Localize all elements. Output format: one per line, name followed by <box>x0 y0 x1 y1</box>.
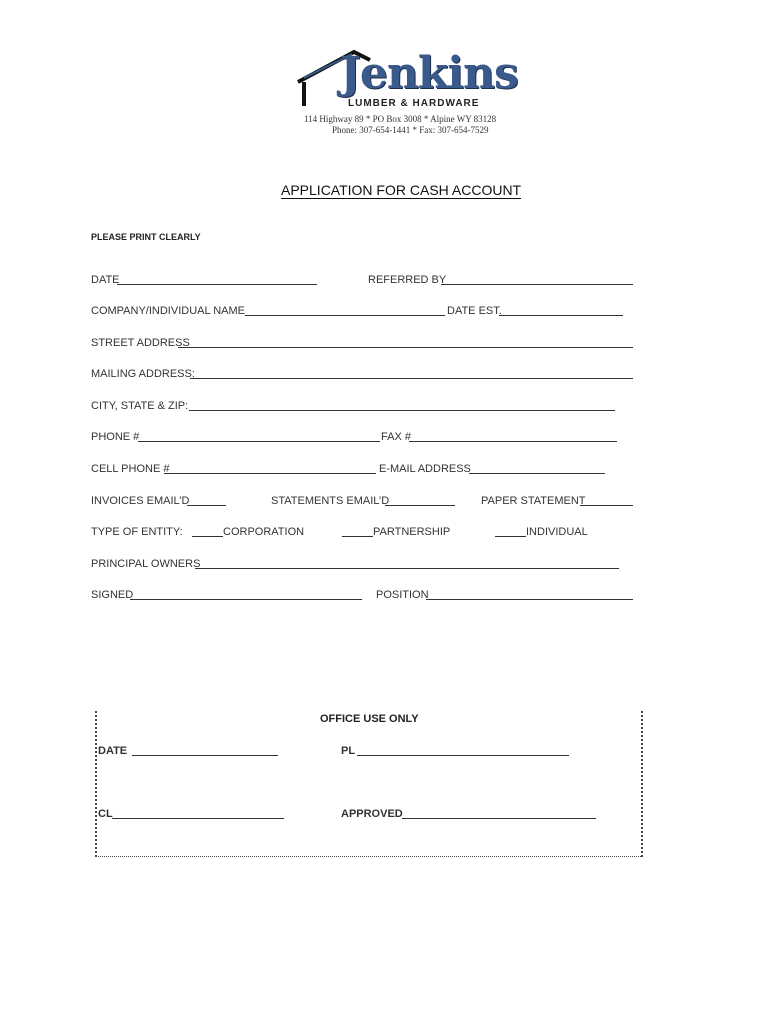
row-signed <box>91 589 636 603</box>
pl-label: PL <box>341 745 356 757</box>
row-phone-fax <box>91 431 636 445</box>
city-state-zip-label: CITY, STATE & ZIP: <box>91 400 189 412</box>
signed-field[interactable] <box>130 589 362 600</box>
company-name-field[interactable] <box>245 305 445 316</box>
fax-label: FAX # <box>381 431 411 443</box>
position-field[interactable] <box>426 589 633 600</box>
phone-label: PHONE # <box>91 431 140 443</box>
cl-label: CL <box>98 808 113 820</box>
invoices-emailed-field[interactable] <box>187 495 226 506</box>
paper-statement-field[interactable] <box>580 495 633 506</box>
cell-phone-label: CELL PHONE # <box>91 463 170 475</box>
individual-label: INDIVIDUAL <box>526 526 588 538</box>
corporation-checkbox[interactable] <box>192 526 223 537</box>
principal-owners-label: PRINCIPAL OWNERS <box>91 558 201 570</box>
row-office-date-pl <box>98 745 633 759</box>
email-field[interactable] <box>469 463 605 474</box>
row-date-referred <box>91 274 636 288</box>
street-address-field[interactable] <box>178 337 633 348</box>
row-mailing <box>91 368 636 382</box>
partnership-checkbox[interactable] <box>342 526 373 537</box>
form-instruction: PLEASE PRINT CLEARLY <box>91 232 201 242</box>
email-label: E-MAIL ADDRESS <box>379 463 471 475</box>
position-label: POSITION <box>376 589 429 601</box>
corporation-label: CORPORATION <box>223 526 305 538</box>
statements-emailed-field[interactable] <box>385 495 455 506</box>
form-title: APPLICATION FOR CASH ACCOUNT <box>281 182 522 198</box>
cell-phone-field[interactable] <box>164 463 376 474</box>
principal-owners-field[interactable] <box>195 558 619 569</box>
referred-by-label: REFERRED BY <box>368 274 447 286</box>
statements-emailed-label: STATEMENTS EMAIL’D <box>271 495 390 507</box>
partnership-label: PARTNERSHIP <box>373 526 451 538</box>
invoices-emailed-label: INVOICES EMAIL’D <box>91 495 190 507</box>
approved-field[interactable] <box>402 808 596 819</box>
row-cell-email <box>91 463 636 477</box>
row-entity <box>91 526 636 540</box>
date-label: DATE <box>91 274 120 286</box>
city-state-zip-field[interactable] <box>189 400 615 411</box>
signed-label: SIGNED <box>91 589 134 601</box>
cl-field[interactable] <box>112 808 284 819</box>
office-use-title: OFFICE USE ONLY <box>320 713 419 725</box>
company-address: 114 Highway 89 * PO Box 3008 * Alpine WY 83128 <box>304 114 497 124</box>
company-logo <box>292 48 518 114</box>
date-est-label: DATE EST. <box>447 305 502 317</box>
logo-wordmark: Jenkins <box>340 48 518 99</box>
phone-field[interactable] <box>138 431 380 442</box>
row-company <box>91 305 636 319</box>
company-phone-fax: Phone: 307-654-1441 * Fax: 307-654-7529 <box>332 125 489 135</box>
row-office-cl-approved <box>98 808 633 822</box>
approved-label: APPROVED <box>341 808 403 820</box>
row-street <box>91 337 636 351</box>
row-owners <box>91 558 636 572</box>
type-of-entity-label: TYPE OF ENTITY: <box>91 526 183 538</box>
row-city <box>91 400 636 414</box>
logo-subtitle: LUMBER & HARDWARE <box>348 98 480 109</box>
row-statements <box>91 495 636 509</box>
date-est-field[interactable] <box>499 305 623 316</box>
date-field[interactable] <box>117 274 317 285</box>
fax-field[interactable] <box>409 431 617 442</box>
paper-statement-label: PAPER STATEMENT <box>481 495 586 507</box>
mailing-address-field[interactable] <box>190 368 633 379</box>
individual-checkbox[interactable] <box>495 526 526 537</box>
company-name-label: COMPANY/INDIVIDUAL NAME <box>91 305 246 317</box>
office-date-field[interactable] <box>132 745 278 756</box>
office-use-box <box>95 711 643 857</box>
referred-by-field[interactable] <box>441 274 633 285</box>
mailing-address-label: MAILING ADDRESS: <box>91 368 195 380</box>
office-date-label: DATE <box>98 745 128 757</box>
pl-field[interactable] <box>357 745 569 756</box>
street-address-label: STREET ADDRESS <box>91 337 190 349</box>
